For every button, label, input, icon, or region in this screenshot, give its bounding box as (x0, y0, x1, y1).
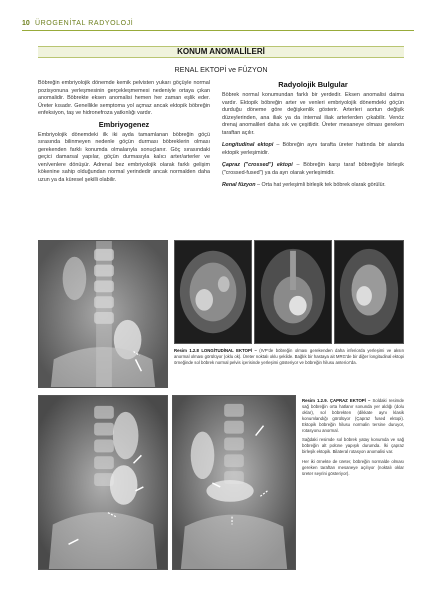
radiology-heading: Radyolojik Bulgular (278, 80, 348, 89)
mri-sagittal-image (334, 240, 404, 344)
crossed-item: Çapraz ("crossed") ektopi – Böbreğin karşı taraf böbreğiyle birleşik ("crossed-fused") ya da ayrı olarak yerleşimidir. (222, 162, 404, 176)
mri-coronal-image (254, 240, 332, 344)
running-header (22, 20, 414, 32)
figure-2-third-text: Her iki örnekte de üreter, böbreğin normalde olması gereken taraftan mesaneye açılıyor (noktalı oklar üreter seyrini gösteriyor). (302, 459, 404, 476)
intro-paragraph: Böbreğin embriyolojik dönemde kemik pelvisten yukarı göçüyle normal pozisyonuna yerleşmesinin gerçekleşmemesi nedeniyle ortaya çıkan anomalidir. Böbrekte eksen anomalisi hemen her zaman eşlik eder. Üreter kısadır. Genellikle semptoma yol açmaz ancak ektopik böbreğin enfeksiyon, taş ve hidronefroza yatkınlığı vardır. (38, 80, 210, 117)
findings-paragraph: Böbrek normal konumundan farklı bir yerdedir. Eksen anomalisi daima vardır. Ektopik böbreğin arter ve venleri embriyolojik dönemdeki göçün durduğu döneme göre değişkenlik gösterir. Arterleri aortun değişik düzeylerinden, ana iliak ya da internal iliak arterlerden çıkabilir. Venöz drenaj anomalileri daha sık ve çeşitlidir. Üreter mesaneye olması gereken taraftan açılır. (222, 92, 404, 136)
fusion-item: Renal füzyon – Orta hat yerleşimli birleşik tek böbrek olarak görülür. (222, 182, 386, 189)
longitudinal-item: Longitudinal ektopi – Böbreğin aynı tarafta üreter hattında bir alanda ektopik yerleşimidir. (222, 142, 404, 156)
embryogenesis-heading: Embriyogenez (98, 119, 150, 129)
crossed-ectopia-ivp-left (38, 395, 168, 570)
crossed-ectopia-ivp-right (172, 395, 296, 570)
figure-1-caption: Resim 1.2.8 LONGİTUDİNAL EKTOPİ – (IVP'de böbreğin olması gerekenden daha inferiorda yerleşimi ve aksın anormal olması görülüyor (oklu ok). Üreter noktalı oklu şekilde. Bağlık bir hastaya ait MRG'de bir diğer longitudinal ektopi örneğinde sol böbrek normal pelvis içerisinde yerleşimi gösteriyor ve böbreğin hilusu anterior'da. (174, 348, 405, 365)
section-title: RENAL EKTOPİ ve FÜZYON (174, 65, 268, 74)
figure-2-second-text: Sağdaki resimde sol böbrek yatay konumda ve sağ böbreğin alt polüne yapışık durumda. İki çapraz birleşik ektopik. Bilateral rotasyon anomalisi var. (302, 437, 404, 455)
ivp-radiograph-image (38, 240, 168, 388)
page-number: 10 (22, 20, 30, 27)
embryogenesis-paragraph: Embriyolojik dönemdeki ilk iki ayda tamamlanan böbreğin göçü sırasında bilinmeyen nedenle göçün durması böbreklerin olması gerekenden farklı konumda olmalarıyla sonuçlanır. Göç sırasındaki geçici damarsal yapılar, göçün durmasıyla kalıcı arter/arterler ve ven/venlere dönüşür. Adrenal bez embriyolojik olarak farklı gelişim kökenine sahip olduğundan normal yerindedir ancak normalden daha uzun ya da küresel şekilli olabilir. (38, 131, 210, 184)
right-column (222, 80, 404, 190)
running-title: ÜROGENİTAL RADYOLOJİ (35, 20, 134, 27)
chapter-title: KONUM ANOMALİLERİ (38, 46, 404, 58)
figure-2-caption: Resim 1.2.9. ÇAPRAZ EKTOPİ – Soldaki resimde sağ böbreğin orta hatlanır sonunda yer aldığı (dolu oklar), sol böbrekten (dikkate aynı klasik konumlandığı görülüyor (Çapraz fused ektopi). Ektopik böbreğin hilusu normalin tersine duruyor, rotasyonu anormal. Sağdaki resimde sol böbrek yatay konumda ve sağ böbreğin alt polüne yapışık durumda. İki çapraz birleşik ektopik. Bilateral rotasyon anomalisi var. Her iki örnekte de üreter, böbreğin normalde olması gereken taraftan mesaneye açılıyor (noktalı oklar üreter seyrini gösteriyor). (302, 398, 405, 476)
mri-axial-image (174, 240, 252, 344)
header-rule (22, 30, 414, 31)
left-column (38, 80, 210, 185)
